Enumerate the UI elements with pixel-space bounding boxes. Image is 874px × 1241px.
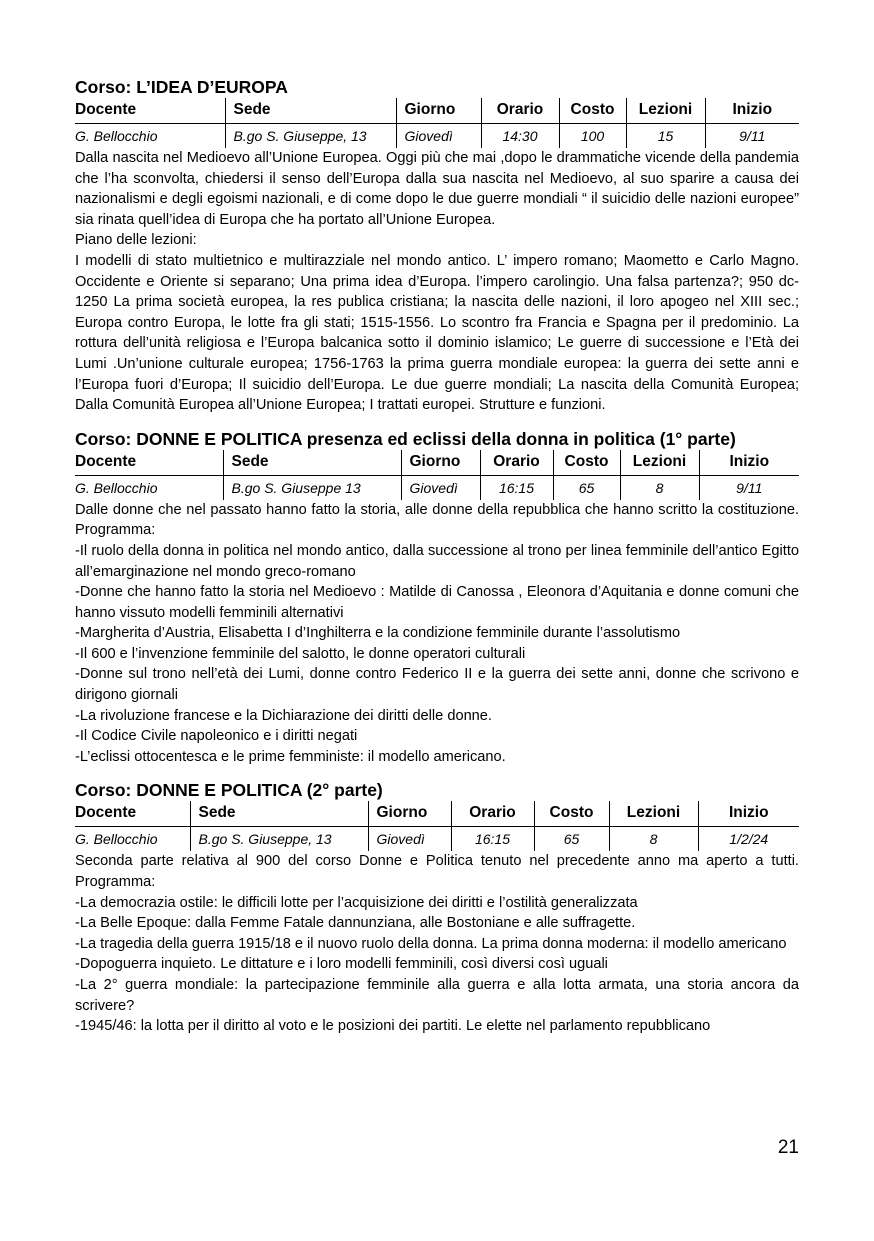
header-lezioni: Lezioni <box>609 801 698 827</box>
cell-sede: B.go S. Giuseppe, 13 <box>225 124 396 149</box>
table-header-row <box>75 98 799 124</box>
cell-orario: 16:15 <box>480 475 553 500</box>
header-costo: Costo <box>553 450 620 476</box>
header-sede: Sede <box>223 450 401 476</box>
header-costo: Costo <box>559 98 626 124</box>
paragraph: I modelli di stato multietnico e multirazziale nel mondo antico. L’ impero romano; Maometto e Carlo Magno. Occidente e Oriente si separano; Una prima idea d’Europa. l’impero carolingio. Una falsa partenza?; 950 dc-1250 La prima società europea, la res publica cristiana; la nascita delle nazioni, il loro apogeo nel XIII sec.; Europa contro Europa, le lotte fra gli stati; 1515-1556. Lo scontro fra Francia e Spagna per il predominio. La rottura dell’unità religiosa e l’Europa balcanica sotto il dominio islamico; Le guerre di successione e l’Età dei Lumi .Un’unione culturale europea; 1756-1763 la prima guerra mondiale europea: la guerra dei sette anni e l’Europa fuori d’Europa; Il suicidio dell’Europa. Le due guerre mondiali; La nascita della Comunità Europea; Dalla Comunità Europea all’Unione Europea; I trattati europei. Strutture e funzioni. <box>75 252 799 414</box>
header-giorno: Giorno <box>396 98 481 124</box>
header-docente: Docente <box>75 98 225 124</box>
header-lezioni: Lezioni <box>620 450 699 476</box>
paragraph: -Il 600 e l’invenzione femminile del salotto, le donne operatori culturali <box>75 645 526 662</box>
cell-costo: 100 <box>559 124 626 149</box>
paragraph: -La rivoluzione francese e la Dichiarazione dei diritti delle donne. <box>75 707 492 724</box>
paragraph: -La democrazia ostile: le difficili lotte per l’acquisizione dei diritti e l’ostilità generalizzata <box>75 894 638 911</box>
page-content <box>75 76 799 1049</box>
course-idea-europa <box>75 76 799 416</box>
cell-giorno: Giovedì <box>368 827 451 852</box>
course-description <box>75 851 799 1036</box>
cell-docente: G. Bellocchio <box>75 479 158 496</box>
cell-giorno: Giovedì <box>401 475 480 500</box>
course-description <box>75 500 799 768</box>
course-title: Corso: DONNE E POLITICA presenza ed eclissi della donna in politica (1° parte) <box>75 428 736 449</box>
table-row <box>75 475 799 500</box>
header-giorno: Giorno <box>401 450 480 476</box>
cell-lezioni: 15 <box>626 124 705 149</box>
header-inizio: Inizio <box>705 98 799 124</box>
course-info-table <box>75 450 799 500</box>
cell-orario: 16:15 <box>451 827 534 852</box>
cell-sede: B.go S. Giuseppe, 13 <box>190 827 368 852</box>
header-lezioni: Lezioni <box>626 98 705 124</box>
header-orario: Orario <box>481 98 559 124</box>
cell-inizio: 9/11 <box>699 475 799 500</box>
cell-docente: G. Bellocchio <box>75 831 158 848</box>
paragraph: -Donne sul trono nell’età dei Lumi, donne contro Federico II e la guerra dei sette anni, donne che scrivono e dirigono giornali <box>75 666 799 704</box>
header-orario: Orario <box>451 801 534 827</box>
paragraph: -1945/46: la lotta per il diritto al voto e le posizioni dei partiti. Le elette nel parlamento repubblicano <box>75 1018 711 1035</box>
paragraph: -Il ruolo della donna in politica nel mondo antico, dalla successione al trono per linea femminile dell’antico Egitto all’emarginazione nel mondo greco-romano <box>75 542 799 580</box>
header-inizio: Inizio <box>699 450 799 476</box>
course-donne-politica-1 <box>75 428 799 768</box>
header-inizio: Inizio <box>698 801 799 827</box>
paragraph: -Margherita d’Austria, Elisabetta I d’Inghilterra e la condizione femminile durante l’assolutismo <box>75 625 681 642</box>
table-row <box>75 827 799 852</box>
course-title: Corso: DONNE E POLITICA (2° parte) <box>75 780 383 801</box>
cell-giorno: Giovedì <box>396 124 481 149</box>
paragraph: -Donne che hanno fatto la storia nel Medioevo : Matilde di Canossa , Eleonora d’Aquitania e donne comuni che hanno vissuto modelli femminili alternativi <box>75 584 799 621</box>
table-header-row <box>75 801 799 827</box>
header-sede: Sede <box>190 801 368 827</box>
header-docente: Docente <box>75 450 223 476</box>
course-info-table <box>75 801 799 851</box>
paragraph: -La tragedia della guerra 1915/18 e il nuovo ruolo della donna. La prima donna moderna: il modello americano <box>75 935 787 952</box>
paragraph: -Dopoguerra inquieto. Le dittature e i loro modelli femminili, così diversi così uguali <box>75 956 608 973</box>
paragraph: Seconda parte relativa al 900 del corso Donne e Politica tenuto nel precedente anno ma aperto a tutti. Programma: <box>75 853 799 891</box>
paragraph: Dalle donne che nel passato hanno fatto la storia, alle donne della repubblica che hanno scritto la costituzione. Programma: <box>75 501 799 539</box>
cell-orario: 14:30 <box>481 124 559 149</box>
page-number: 21 <box>777 1137 799 1158</box>
course-info-table <box>75 98 799 148</box>
header-sede: Sede <box>225 98 396 124</box>
cell-inizio: 9/11 <box>705 124 799 149</box>
course-title: Corso: L’IDEA D’EUROPA <box>75 77 288 97</box>
table-row <box>75 124 799 149</box>
cell-docente: G. Bellocchio <box>75 128 158 144</box>
course-description <box>75 148 799 416</box>
cell-sede: B.go S. Giuseppe 13 <box>223 475 401 500</box>
cell-inizio: 1/2/24 <box>698 827 799 852</box>
paragraph: Piano delle lezioni: <box>75 232 197 249</box>
cell-costo: 65 <box>534 827 609 852</box>
paragraph: Dalla nascita nel Medioevo all’Unione Europea. Oggi più che mai ,dopo le drammatiche vicende della pandemia che l’ha sconvolta, chiedersi il senso dell’Europa dalla sua nascita nel Medioevo, al suo sparire a causa dei nazionalismi e degli egoismi nazionali, e di come dopo le due guerre mondiali “ il suicidio delle nazioni europee” sia rinata quell’idea di Europa che ha portato all’Unione Europea. <box>75 150 799 228</box>
header-orario: Orario <box>480 450 553 476</box>
header-costo: Costo <box>534 801 609 827</box>
header-docente: Docente <box>75 801 190 827</box>
course-donne-politica-2 <box>75 779 799 1036</box>
paragraph: -La 2° guerra mondiale: la partecipazione femminile alla guerra e alla lotta armata, una storia ancora da scrivere? <box>75 977 799 1014</box>
paragraph: -La Belle Epoque: dalla Femme Fatale dannunziana, alle Bostoniane e alle suffragette. <box>75 915 636 932</box>
paragraph: -L’eclissi ottocentesca e le prime femministe: il modello americano. <box>75 748 506 765</box>
cell-costo: 65 <box>553 475 620 500</box>
paragraph: -Il Codice Civile napoleonico e i diritti negati <box>75 728 358 745</box>
header-giorno: Giorno <box>368 801 451 827</box>
table-header-row <box>75 450 799 476</box>
cell-lezioni: 8 <box>609 827 698 852</box>
cell-lezioni: 8 <box>620 475 699 500</box>
